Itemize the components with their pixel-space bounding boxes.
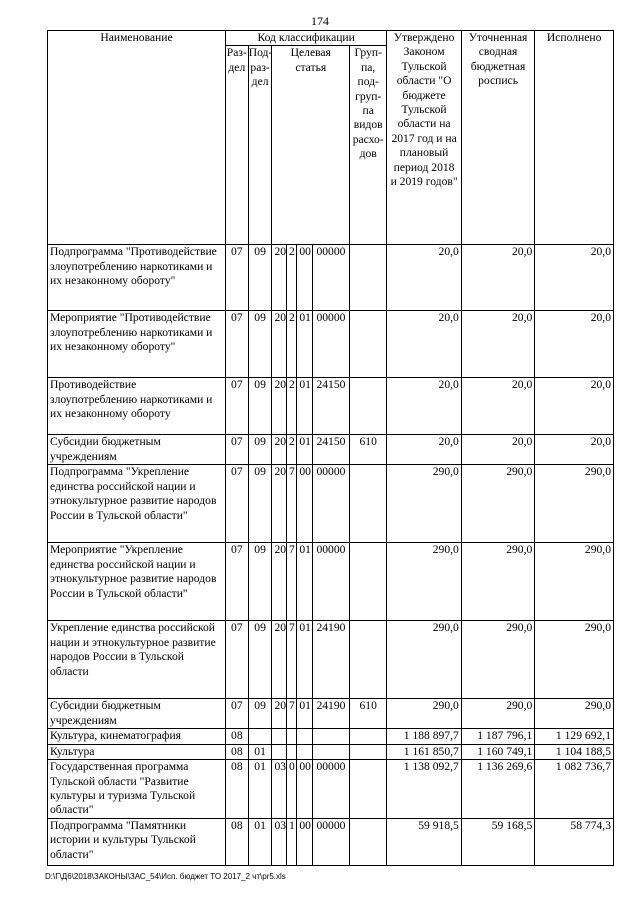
row-executed: 1 104 188,5 bbox=[535, 744, 614, 759]
row-approved: 20,0 bbox=[387, 378, 461, 435]
page-number: 174 bbox=[311, 14, 329, 28]
row-name: Подпрограмма "Противодействие злоупотреблению наркотиками и их незаконному обороту" bbox=[48, 245, 226, 311]
table-row bbox=[48, 621, 614, 699]
header-group: Груп-па, под-груп-па видов расхо-дов bbox=[350, 46, 387, 245]
row-refined: 20,0 bbox=[461, 435, 534, 465]
row-target-program: 20 bbox=[272, 465, 286, 543]
row-refined: 290,0 bbox=[461, 543, 534, 621]
row-subsection: 09 bbox=[248, 378, 272, 435]
row-target-event: 01 bbox=[297, 435, 313, 465]
row-approved: 290,0 bbox=[387, 699, 461, 729]
table-row bbox=[48, 729, 614, 744]
header-section: Раз-дел bbox=[225, 46, 248, 245]
row-approved: 1 138 092,7 bbox=[387, 760, 461, 819]
row-target-event: 01 bbox=[297, 311, 313, 378]
row-target-subprogram: 2 bbox=[286, 435, 296, 465]
table-row bbox=[48, 465, 614, 543]
row-executed: 1 082 736,7 bbox=[535, 760, 614, 819]
row-target-direction: 00000 bbox=[312, 311, 349, 378]
row-subsection: 09 bbox=[248, 435, 272, 465]
row-executed: 58 774,3 bbox=[535, 818, 614, 865]
row-target-event bbox=[297, 744, 313, 759]
row-target-subprogram: 7 bbox=[286, 621, 296, 699]
row-expense-group: 610 bbox=[350, 435, 387, 465]
row-target-direction: 00000 bbox=[312, 818, 349, 865]
row-target-direction: 00000 bbox=[312, 760, 349, 819]
row-name: Субсидии бюджетным учреждениям bbox=[48, 435, 226, 465]
row-executed: 20,0 bbox=[535, 311, 614, 378]
row-name: Подпрограмма "Укрепление единства российской нации и этнокультурное развитие народов России в Тульской области" bbox=[48, 465, 226, 543]
row-executed: 290,0 bbox=[535, 699, 614, 729]
row-target-direction: 24150 bbox=[312, 435, 349, 465]
row-section: 07 bbox=[225, 378, 248, 435]
row-section: 08 bbox=[225, 818, 248, 865]
row-expense-group: 610 bbox=[350, 699, 387, 729]
header-target: Целевая статья bbox=[272, 46, 350, 245]
row-target-subprogram: 1 bbox=[286, 818, 296, 865]
row-expense-group bbox=[350, 245, 387, 311]
header-row-main bbox=[48, 31, 614, 46]
row-subsection: 09 bbox=[248, 465, 272, 543]
row-section: 07 bbox=[225, 311, 248, 378]
row-target-event: 00 bbox=[297, 465, 313, 543]
row-target-subprogram: 2 bbox=[286, 311, 296, 378]
row-expense-group bbox=[350, 465, 387, 543]
row-approved: 59 918,5 bbox=[387, 818, 461, 865]
table-row bbox=[48, 311, 614, 378]
table-row bbox=[48, 818, 614, 865]
row-approved: 290,0 bbox=[387, 543, 461, 621]
row-target-program: 20 bbox=[272, 311, 286, 378]
row-section: 07 bbox=[225, 465, 248, 543]
row-target-subprogram: 2 bbox=[286, 245, 296, 311]
row-subsection: 01 bbox=[248, 760, 272, 819]
row-target-event: 01 bbox=[297, 699, 313, 729]
row-approved: 20,0 bbox=[387, 311, 461, 378]
table-row bbox=[48, 435, 614, 465]
row-subsection: 01 bbox=[248, 744, 272, 759]
row-target-event: 00 bbox=[297, 760, 313, 819]
table-row bbox=[48, 760, 614, 819]
row-expense-group bbox=[350, 543, 387, 621]
row-target-direction bbox=[312, 729, 349, 744]
row-executed: 290,0 bbox=[535, 465, 614, 543]
row-target-program: 20 bbox=[272, 699, 286, 729]
row-refined: 20,0 bbox=[461, 311, 534, 378]
table-row bbox=[48, 245, 614, 311]
row-subsection: 09 bbox=[248, 621, 272, 699]
row-target-subprogram: 0 bbox=[286, 760, 296, 819]
row-name: Подпрограмма "Памятники истории и культуры Тульской области" bbox=[48, 818, 226, 865]
row-subsection: 09 bbox=[248, 699, 272, 729]
row-executed: 1 129 692,1 bbox=[535, 729, 614, 744]
row-refined: 290,0 bbox=[461, 465, 534, 543]
row-target-program: 20 bbox=[272, 435, 286, 465]
row-section: 07 bbox=[225, 543, 248, 621]
row-target-program: 20 bbox=[272, 245, 286, 311]
row-executed: 20,0 bbox=[535, 245, 614, 311]
row-section: 07 bbox=[225, 435, 248, 465]
row-target-event bbox=[297, 729, 313, 744]
row-name: Мероприятие "Противодействие злоупотреблению наркотиками и их незаконному обороту" bbox=[48, 311, 226, 378]
row-section: 08 bbox=[225, 729, 248, 744]
row-expense-group bbox=[350, 621, 387, 699]
row-executed: 20,0 bbox=[535, 435, 614, 465]
row-name: Государственная программа Тульской области "Развитие культуры и туризма Тульской области" bbox=[48, 760, 226, 819]
row-target-subprogram bbox=[286, 729, 296, 744]
header-classification: Код классификации bbox=[225, 31, 386, 46]
row-target-program: 20 bbox=[272, 378, 286, 435]
row-target-direction: 24190 bbox=[312, 621, 349, 699]
row-target-program bbox=[272, 744, 286, 759]
row-expense-group bbox=[350, 818, 387, 865]
row-target-program: 03 bbox=[272, 760, 286, 819]
row-subsection: 09 bbox=[248, 311, 272, 378]
row-target-subprogram bbox=[286, 744, 296, 759]
row-name: Культура bbox=[48, 744, 226, 759]
row-name: Субсидии бюджетным учреждениям bbox=[48, 699, 226, 729]
row-expense-group bbox=[350, 378, 387, 435]
row-target-direction: 00000 bbox=[312, 543, 349, 621]
header-name: Наименование bbox=[48, 31, 226, 245]
table-row bbox=[48, 699, 614, 729]
row-approved: 1 188 897,7 bbox=[387, 729, 461, 744]
row-refined: 290,0 bbox=[461, 699, 534, 729]
header-executed: Исполнено bbox=[535, 31, 614, 245]
row-target-event: 01 bbox=[297, 543, 313, 621]
row-refined: 20,0 bbox=[461, 245, 534, 311]
row-target-subprogram: 7 bbox=[286, 699, 296, 729]
row-executed: 290,0 bbox=[535, 543, 614, 621]
row-subsection: 09 bbox=[248, 245, 272, 311]
row-section: 07 bbox=[225, 699, 248, 729]
row-target-direction: 00000 bbox=[312, 465, 349, 543]
row-executed: 20,0 bbox=[535, 378, 614, 435]
row-target-event: 00 bbox=[297, 818, 313, 865]
row-target-program: 03 bbox=[272, 818, 286, 865]
row-subsection: 09 bbox=[248, 543, 272, 621]
row-subsection: 01 bbox=[248, 818, 272, 865]
row-target-event: 00 bbox=[297, 245, 313, 311]
row-target-direction: 00000 bbox=[312, 245, 349, 311]
row-executed: 290,0 bbox=[535, 621, 614, 699]
row-expense-group bbox=[350, 760, 387, 819]
row-target-subprogram: 7 bbox=[286, 543, 296, 621]
table-row bbox=[48, 744, 614, 759]
row-approved: 290,0 bbox=[387, 621, 461, 699]
row-section: 08 bbox=[225, 760, 248, 819]
row-target-event: 01 bbox=[297, 621, 313, 699]
table-body bbox=[48, 245, 614, 865]
row-target-program bbox=[272, 729, 286, 744]
budget-table bbox=[47, 30, 614, 866]
row-subsection bbox=[248, 729, 272, 744]
row-target-subprogram: 7 bbox=[286, 465, 296, 543]
row-target-program: 20 bbox=[272, 543, 286, 621]
row-name: Культура, кинематография bbox=[48, 729, 226, 744]
header-subsection: Под-раз-дел bbox=[248, 46, 272, 245]
table-row bbox=[48, 378, 614, 435]
row-approved: 1 161 850,7 bbox=[387, 744, 461, 759]
row-target-direction bbox=[312, 744, 349, 759]
row-refined: 20,0 bbox=[461, 378, 534, 435]
row-refined: 1 136 269,6 bbox=[461, 760, 534, 819]
row-name: Мероприятие "Укрепление единства российской нации и этнокультурное развитие народов России в Тульской области" bbox=[48, 543, 226, 621]
row-section: 08 bbox=[225, 744, 248, 759]
row-target-direction: 24150 bbox=[312, 378, 349, 435]
row-target-subprogram: 2 bbox=[286, 378, 296, 435]
row-approved: 20,0 bbox=[387, 245, 461, 311]
row-target-program: 20 bbox=[272, 621, 286, 699]
row-refined: 59 168,5 bbox=[461, 818, 534, 865]
row-refined: 290,0 bbox=[461, 621, 534, 699]
header-refined: Уточненная сводная бюджетная роспись bbox=[461, 31, 534, 245]
file-path-footer: D:\Г\Д6\2018\ЗАКОНЫ\ЗАС_54\Исп. бюджет ТО 2017_2 чт\pr5.xls bbox=[45, 872, 286, 881]
row-expense-group bbox=[350, 729, 387, 744]
row-name: Противодействие злоупотреблению наркотиками и их незаконному обороту bbox=[48, 378, 226, 435]
row-section: 07 bbox=[225, 621, 248, 699]
row-approved: 290,0 bbox=[387, 465, 461, 543]
row-refined: 1 187 796,1 bbox=[461, 729, 534, 744]
row-refined: 1 160 749,1 bbox=[461, 744, 534, 759]
row-section: 07 bbox=[225, 245, 248, 311]
row-expense-group bbox=[350, 311, 387, 378]
row-name: Укрепление единства российской нации и этнокультурное развитие народов России в Тульской области bbox=[48, 621, 226, 699]
row-expense-group bbox=[350, 744, 387, 759]
row-target-direction: 24190 bbox=[312, 699, 349, 729]
table-row bbox=[48, 543, 614, 621]
header-approved: Утверждено Законом Тульской области "О бюджете Тульской области на 2017 год и на плановый период 2018 и 2019 годов" bbox=[387, 31, 461, 245]
row-approved: 20,0 bbox=[387, 435, 461, 465]
row-target-event: 01 bbox=[297, 378, 313, 435]
